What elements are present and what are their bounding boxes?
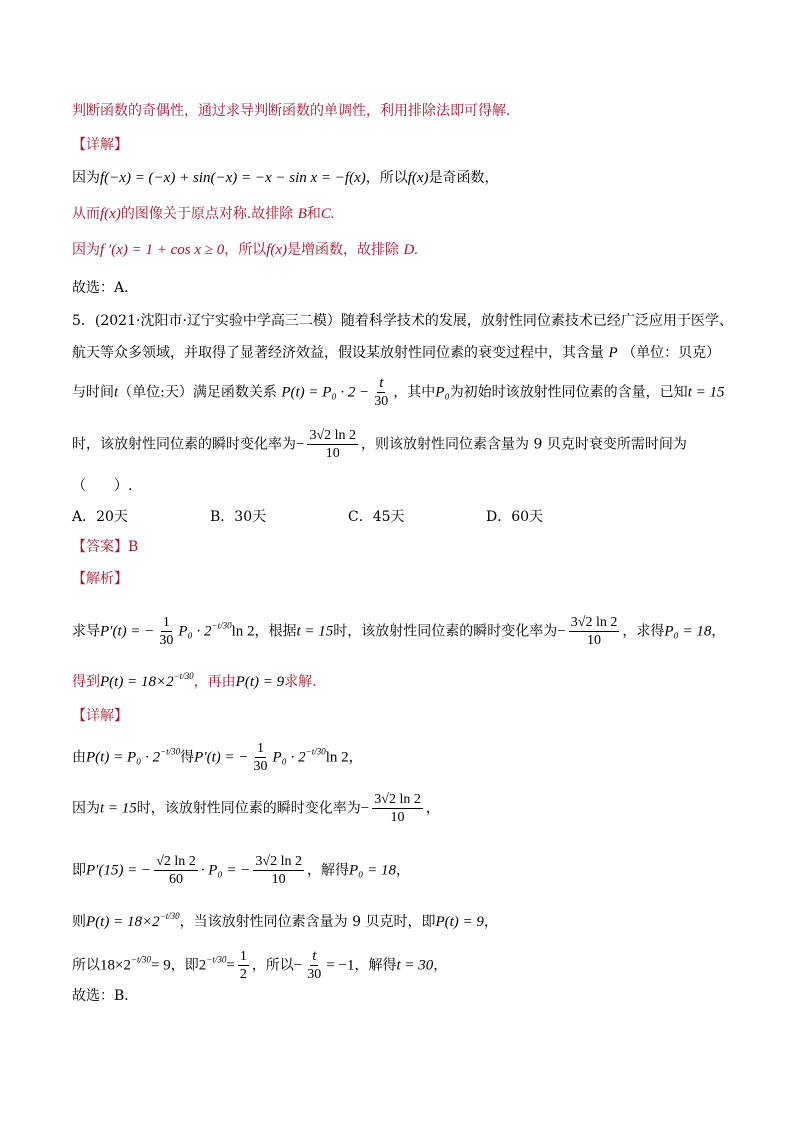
- option-a: A．20天: [72, 509, 128, 525]
- option-b: B．30天: [210, 509, 267, 525]
- text: ，所以: [224, 242, 267, 258]
- denominator: 30: [374, 394, 389, 409]
- text: 即: [72, 862, 86, 879]
- text: 时，该放射性同位素的瞬时变化率为: [72, 436, 296, 453]
- text: ，解得: [306, 862, 349, 879]
- detail2-line-1: [72, 740, 363, 775]
- text: 为初始时该放射性同位素的含量，已知: [449, 384, 688, 401]
- detail-line-3: [72, 240, 418, 260]
- fraction: [157, 614, 175, 649]
- text: ，: [483, 914, 498, 930]
- math: 18×2: [100, 957, 131, 974]
- math: f(x): [100, 206, 121, 222]
- fraction: [372, 791, 423, 826]
- answer-label: 【答案】B: [72, 539, 139, 555]
- analysis-label: 【解析】: [72, 571, 128, 587]
- text: ，: [433, 957, 448, 974]
- text: ，解得: [354, 957, 397, 974]
- fraction: [372, 375, 390, 410]
- text: ，: [425, 800, 440, 817]
- text: 和: [306, 206, 321, 222]
- math: · P₀ = −: [200, 862, 251, 879]
- denominator: 30: [253, 759, 268, 774]
- math: −: [360, 800, 370, 817]
- numerator: 1: [257, 741, 265, 756]
- exponent: −t/30: [206, 954, 227, 965]
- denominator: 30: [307, 967, 322, 982]
- fraction: [238, 948, 249, 983]
- detail2-label: 【详解】: [72, 708, 128, 724]
- q5-line-3: [72, 375, 724, 410]
- numerator: 3√2 ln 2: [309, 428, 357, 443]
- text: 求导: [72, 623, 100, 640]
- exponent: −t/30: [173, 671, 194, 681]
- math: P′(t) = −: [100, 623, 155, 640]
- fraction: [253, 853, 304, 888]
- q5-line-4: [72, 427, 687, 462]
- math: t = 15: [100, 800, 137, 817]
- text: 航天等众多领域，并取得了显著经济效益，假设某放射性同位素的衰变过程中，其含量: [72, 345, 604, 361]
- math: P(t) = 18×2: [86, 914, 160, 930]
- text: 因为: [72, 170, 100, 186]
- math: P(t) = 9: [435, 914, 484, 930]
- math: P₀ = 18: [348, 862, 396, 879]
- detail2-line-2: [72, 791, 440, 826]
- final-choice: 故选：B．: [72, 988, 139, 1004]
- q5-line-2: [72, 343, 720, 363]
- denominator: 10: [587, 633, 602, 648]
- detail-label: 【详解】: [72, 137, 128, 153]
- math: P: [608, 345, 618, 361]
- analysis-line-2: [72, 666, 317, 692]
- text: （单位:天）满足函数关系: [118, 384, 277, 401]
- text: 与时间: [72, 384, 114, 401]
- math: ln 2: [325, 749, 349, 766]
- numerator: 3√2 ln 2: [570, 615, 618, 630]
- text: 求解.: [284, 674, 317, 690]
- text: 时，该放射性同位素的瞬时变化率为: [136, 800, 361, 817]
- math: = 9: [151, 957, 171, 974]
- math: f(x): [407, 170, 429, 186]
- math: t = 15: [687, 384, 725, 401]
- analysis-line-1: [72, 614, 725, 649]
- text: 由: [72, 749, 86, 766]
- math: P(t) = P₀ · 2: [86, 749, 161, 766]
- text: 所以: [72, 957, 100, 974]
- denominator: 10: [271, 872, 286, 887]
- text: ，则该放射性同位素含量为 9 贝克时衰变所需时间为: [361, 436, 687, 453]
- text: ，根据: [254, 623, 297, 640]
- text: ，: [711, 623, 726, 640]
- numerator: √2 ln 2: [156, 854, 196, 869]
- numerator: t: [379, 375, 384, 391]
- math: t = 30: [396, 957, 434, 974]
- math: B: [297, 206, 307, 222]
- math: P′(t) = −: [194, 749, 249, 766]
- text: ，即: [170, 957, 199, 974]
- math: P(t) = 9: [235, 674, 285, 690]
- text: 因为: [72, 800, 100, 817]
- text: 的图像关于原点对称.故排除: [120, 206, 294, 222]
- math: D.: [403, 242, 419, 258]
- fraction: [569, 614, 620, 649]
- fraction: [154, 853, 198, 888]
- text: 则: [72, 914, 86, 930]
- math: f(x): [266, 242, 288, 258]
- detail2-line-5: [72, 948, 447, 983]
- math: P(t) = 18×2: [100, 674, 174, 690]
- math: t = 15: [296, 623, 334, 640]
- text: 得: [180, 749, 195, 766]
- denominator: 60: [168, 872, 183, 887]
- exponent: −t/30: [211, 620, 232, 631]
- choice-line: 故选：A．: [72, 280, 139, 296]
- math: ln 2: [231, 623, 255, 640]
- math: −: [557, 623, 566, 640]
- detail2-line-4: [72, 906, 498, 932]
- math: =: [226, 957, 235, 974]
- math: P(t) = P₀ · 2 −: [281, 384, 370, 401]
- math: t: [114, 384, 119, 401]
- math: = −1: [326, 957, 355, 974]
- math: C.: [320, 206, 335, 222]
- fraction: [252, 740, 270, 775]
- intro-text: 判断函数的奇偶性，通过求导判断函数的单调性，利用排除法即可得解．: [72, 103, 520, 119]
- text: ，求得: [622, 623, 665, 640]
- math: f ′(x) = 1 + cos x ≥ 0: [100, 242, 225, 258]
- math: P₀ = 18: [664, 623, 712, 640]
- q5-line-1: 5．(2021·沈阳市·辽宁实验中学高三二模）随着科学技术的发展，放射性同位素技术已经广泛应用于医学、: [72, 313, 733, 329]
- q5-options: [72, 507, 624, 527]
- numerator: 1: [239, 949, 247, 964]
- fraction: [305, 948, 323, 983]
- detail2-line-3: [72, 853, 410, 888]
- detail-line-2: [72, 204, 335, 224]
- exponent: −t/30: [305, 746, 326, 757]
- numerator: t: [312, 948, 317, 964]
- math: P′(15) = −: [86, 862, 152, 879]
- exponent: −t/30: [160, 746, 181, 757]
- text: ，: [348, 749, 363, 766]
- exponent: −t/30: [159, 911, 180, 921]
- text: ，所以: [251, 957, 294, 974]
- text: 是增函数，故排除: [287, 242, 400, 258]
- denominator: 10: [325, 446, 340, 461]
- text: 因为: [72, 242, 100, 258]
- text: （单位：贝克）: [622, 345, 721, 361]
- denominator: 2: [239, 967, 247, 982]
- math: P₀ · 2: [178, 623, 212, 640]
- text: 是奇函数，: [428, 170, 499, 186]
- text: 从而: [72, 206, 100, 222]
- text: ，再由: [193, 674, 236, 690]
- math: 2: [198, 957, 207, 974]
- detail-line-1: [72, 168, 499, 188]
- text: ，当该放射性同位素含量为 9 贝克时，即: [179, 914, 436, 930]
- math: f(−x) = (−x) + sin(−x) = −x − sin x = −f(x): [100, 170, 366, 186]
- numerator: 3√2 ln 2: [374, 792, 421, 807]
- math: −: [293, 957, 303, 974]
- math: P₀ · 2: [272, 749, 306, 766]
- option-c: C．45天: [348, 509, 405, 525]
- text: 得到: [72, 674, 100, 690]
- fraction: [307, 427, 358, 462]
- numerator: 3√2 ln 2: [255, 854, 302, 869]
- text: ，所以: [365, 170, 408, 186]
- exponent: −t/30: [130, 954, 152, 965]
- math: P₀: [435, 384, 450, 401]
- option-d: D．60天: [486, 509, 544, 525]
- math: −: [296, 436, 305, 453]
- denominator: 30: [159, 633, 174, 648]
- text: ，: [395, 862, 410, 879]
- text: 时，该放射性同位素的瞬时变化率为: [333, 623, 558, 640]
- q5-paren: （ ）.: [72, 478, 133, 494]
- numerator: 1: [162, 615, 170, 630]
- denominator: 10: [390, 810, 405, 825]
- text: ，其中: [393, 384, 436, 401]
